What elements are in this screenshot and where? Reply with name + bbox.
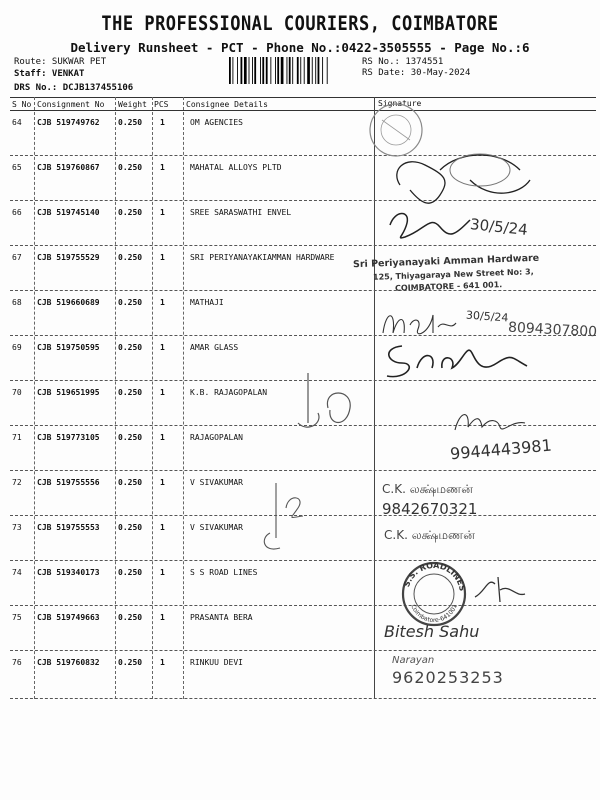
table-bottom-rule [10, 698, 596, 699]
row-sno: 71 [12, 433, 22, 442]
signature-72 [258, 478, 318, 558]
barcode-bar [289, 57, 291, 84]
barcode-bar [300, 57, 301, 84]
barcode-bar [260, 57, 261, 84]
barcode-bar [287, 57, 288, 84]
row-sno: 67 [12, 253, 22, 262]
row-pcs: 1 [160, 298, 165, 307]
row-consignee-name: V SIVAKUMAR [190, 478, 243, 487]
row-sno: 75 [12, 613, 22, 622]
barcode-bar [266, 57, 268, 84]
phone-71: 9944443981 [449, 435, 553, 464]
barcode-bar [270, 57, 271, 84]
row-sno: 73 [12, 523, 22, 532]
row-weight: 0.250 [118, 208, 143, 217]
hardware-stamp-line2: 125, Thiyagaraya New Street No: 3, [372, 267, 534, 282]
header-sno: S No [12, 100, 32, 109]
row-consignment-number: CJB 519760832 [37, 658, 100, 667]
header-consignee-details: Consignee Details [186, 100, 268, 109]
phone-72: 9842670321 [382, 500, 478, 518]
row-weight: 0.250 [118, 613, 143, 622]
rs-number: RS No.: 1374551 [362, 57, 444, 67]
barcode-bar [232, 57, 233, 84]
delivery-date-68: 30/5/24 [465, 308, 509, 325]
row-consignee-name: PRASANTA BERA [190, 613, 253, 622]
roadlines-stamp-top-text: S.S. ROADLINES [402, 560, 467, 592]
barcode-bar [292, 57, 293, 84]
row-pcs: 1 [160, 253, 165, 262]
row-consignment-number: CJB 519340173 [37, 568, 100, 577]
header-weight: Weight [118, 100, 147, 109]
row-consignee-name: SRI PERIYANAYAKIAMMAN HARDWARE [190, 253, 335, 262]
row-pcs: 1 [160, 613, 165, 622]
barcode-bar [315, 57, 316, 84]
row-consignee-name: RINKUU DEVI [190, 658, 243, 667]
barcode-bar [275, 57, 276, 84]
signature-66 [385, 205, 475, 245]
signature-column-divider [374, 97, 375, 699]
barcode-bar [312, 57, 313, 84]
barcode-bar [262, 57, 264, 84]
row-consignee-name: MAHATAL ALLOYS PLTD [190, 163, 282, 172]
row-sno: 69 [12, 343, 22, 352]
row-pcs: 1 [160, 523, 165, 532]
signature-69 [382, 338, 532, 383]
table-top-rule [10, 97, 596, 98]
barcode-bar [229, 57, 231, 84]
phone-76: 9620253253 [392, 668, 504, 687]
row-sno: 70 [12, 388, 22, 397]
receiver-name-75: Bitesh Sahu [384, 622, 480, 641]
company-title: THE PROFESSIONAL COURIERS, COIMBATORE [101, 12, 499, 36]
barcode-bar [318, 57, 320, 84]
hardware-stamp-line3: COIMBATORE - 641 001. [394, 280, 503, 293]
barcode-bar [281, 57, 284, 84]
row-separator [10, 470, 596, 471]
row-weight: 0.250 [118, 523, 143, 532]
row-consignee-name: S S ROAD LINES [190, 568, 258, 577]
row-pcs: 1 [160, 343, 165, 352]
route-label: Route: SUKWAR PET [14, 57, 107, 67]
row-pcs: 1 [160, 568, 165, 577]
column-divider [115, 97, 116, 699]
staff-label: Staff: VENKAT [14, 69, 85, 79]
rs-date: RS Date: 30-May-2024 [362, 68, 471, 78]
barcode-bar [322, 57, 323, 84]
row-separator [10, 290, 596, 291]
signature-68 [378, 305, 458, 341]
row-consignee-name: MATHAJI [190, 298, 224, 307]
barcode-bar [304, 57, 305, 84]
row-pcs: 1 [160, 433, 165, 442]
row-weight: 0.250 [118, 568, 143, 577]
signature-65 [380, 140, 555, 210]
barcode-bar [244, 57, 247, 84]
receiver-name-76: Narayan [392, 655, 435, 666]
barcode-bar [254, 57, 256, 84]
row-consignment-number: CJB 519660689 [37, 298, 100, 307]
barcode-bar [241, 57, 243, 84]
row-weight: 0.250 [118, 433, 143, 442]
row-sno: 65 [12, 163, 22, 172]
row-pcs: 1 [160, 478, 165, 487]
row-sno: 68 [12, 298, 22, 307]
row-sno: 74 [12, 568, 22, 577]
row-weight: 0.250 [118, 298, 143, 307]
row-consignment-number: CJB 519745140 [37, 208, 100, 217]
row-weight: 0.250 [118, 163, 143, 172]
signature-70 [278, 368, 363, 443]
row-weight: 0.250 [118, 658, 143, 667]
row-consignment-number: CJB 519755529 [37, 253, 100, 262]
column-divider [152, 97, 153, 699]
row-separator [10, 560, 596, 561]
row-consignment-number: CJB 519755553 [37, 523, 100, 532]
receiver-name-73: C.K. லக்ஷ்மணன் [384, 528, 475, 542]
row-consignment-number: CJB 519755556 [37, 478, 100, 487]
header-pcs: PCS [154, 100, 169, 109]
row-consignee-name: AMAR GLASS [190, 343, 239, 352]
row-consignment-number: CJB 519749663 [37, 613, 100, 622]
delivery-date-66: 30/5/24 [469, 215, 529, 239]
barcode-bar [297, 57, 299, 84]
runsheet-subtitle: Delivery Runsheet - PCT - Phone No.:0422-3505555 - Page No.:6 [70, 40, 530, 55]
barcode [229, 57, 356, 84]
hardware-stamp-line1: Sri Periyanayaki Amman Hardware [352, 252, 540, 271]
column-divider [34, 97, 35, 699]
row-consignee-name: SREE SARASWATHI ENVEL [190, 208, 292, 217]
row-pcs: 1 [160, 388, 165, 397]
column-divider [183, 97, 184, 699]
drs-number: DRS No.: DCJB137455106 [14, 83, 134, 93]
row-consignee-name: OM AGENCIES [190, 118, 243, 127]
roadlines-stamp-bottom-text: Coimbatore-641001 [409, 603, 459, 625]
header-signature: Signature [378, 99, 422, 108]
row-pcs: 1 [160, 163, 165, 172]
row-pcs: 1 [160, 118, 165, 127]
barcode-bar [307, 57, 310, 84]
row-sno: 72 [12, 478, 22, 487]
row-separator [10, 245, 596, 246]
row-consignee-name: RAJAGOPALAN [190, 433, 243, 442]
row-consignee-name: V SIVAKUMAR [190, 523, 243, 532]
header-consignment: Consignment No [37, 100, 105, 109]
signature-74 [470, 572, 530, 607]
barcode-bar [237, 57, 238, 84]
barcode-bar [327, 57, 328, 84]
row-consignment-number: CJB 519773105 [37, 433, 100, 442]
row-pcs: 1 [160, 208, 165, 217]
signature-71 [450, 405, 530, 435]
row-weight: 0.250 [118, 343, 143, 352]
row-sno: 76 [12, 658, 22, 667]
row-consignment-number: CJB 519651995 [37, 388, 100, 397]
row-sno: 64 [12, 118, 22, 127]
row-weight: 0.250 [118, 253, 143, 262]
barcode-bar [252, 57, 253, 84]
barcode-bar [277, 57, 279, 84]
receiver-name-72: C.K. லக்ஷ்மணன் [382, 482, 473, 496]
row-consignment-number: CJB 519750595 [37, 343, 100, 352]
row-consignment-number: CJB 519749762 [37, 118, 100, 127]
row-weight: 0.250 [118, 388, 143, 397]
row-weight: 0.250 [118, 118, 143, 127]
svg-text:S.S. ROADLINES [402, 561, 467, 592]
row-sno: 66 [12, 208, 22, 217]
row-consignee-name: K.B. RAJAGOPALAN [190, 388, 268, 397]
barcode-bar [249, 57, 250, 84]
row-consignment-number: CJB 519760867 [37, 163, 100, 172]
row-weight: 0.250 [118, 478, 143, 487]
roadlines-round-stamp [400, 560, 468, 628]
phone-68: 8094307800 [507, 319, 598, 341]
header-bottom-rule [10, 110, 596, 111]
row-separator [10, 650, 596, 651]
row-pcs: 1 [160, 658, 165, 667]
